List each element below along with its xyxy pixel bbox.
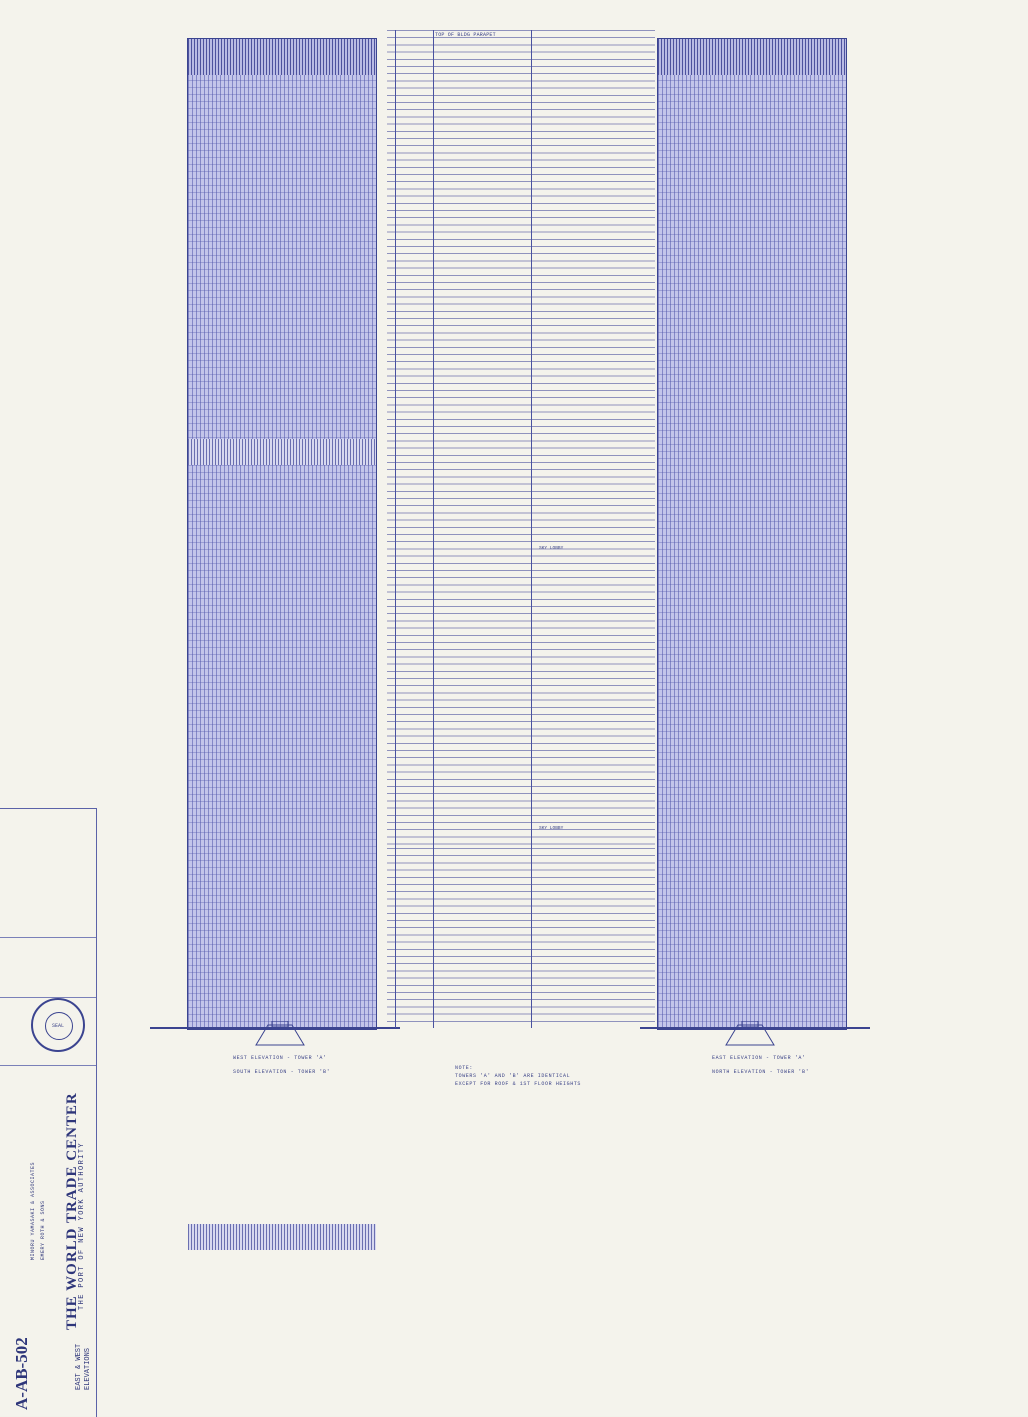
tower-right-crown [658, 39, 846, 75]
tower-left-plaza-marker [250, 1021, 310, 1047]
tower-left-mechanical-band-base [188, 1224, 376, 1250]
consultants-box [0, 937, 96, 998]
sheet-title-line-1: EAST & WEST [75, 1343, 83, 1390]
revisions-box [0, 809, 96, 938]
tower-right-elevation [657, 38, 847, 831]
title-block [0, 808, 97, 1417]
note-heading: NOTE: [455, 1065, 474, 1071]
tower-right-lower-shaft [657, 829, 848, 1029]
schedule-dimension-rule [531, 30, 532, 848]
schedule-left-rule [395, 30, 396, 848]
schedule-top-label: TOP OF BLDG PARAPET [435, 32, 496, 38]
schedule-transfer-note-upper: SKY LOBBY [539, 546, 564, 551]
caption-right-line-1: EAST ELEVATION - TOWER 'A' [712, 1055, 806, 1061]
schedule-level-rule [433, 30, 434, 848]
note-line-1: TOWERS 'A' AND 'B' ARE IDENTICAL [455, 1073, 571, 1079]
schedule-transfer-note-lower: SKY LOBBY [539, 826, 564, 831]
floor-level-schedule [387, 30, 655, 848]
architects-line-2: EMERY ROTH & SONS [40, 1200, 46, 1260]
architects-line-1: MINORU YAMASAKI & ASSOCIATES [30, 1161, 36, 1260]
note-line-2: EXCEPT FOR ROOF & 1ST FLOOR HEIGHTS [455, 1081, 582, 1087]
owner-name: THE PORT OF NEW YORK AUTHORITY [78, 1141, 86, 1310]
caption-right-line-2: NORTH ELEVATION - TOWER 'B' [712, 1069, 810, 1075]
tower-left-lower-shaft [187, 829, 378, 1029]
tower-left-crown [188, 39, 376, 75]
caption-left-line-1: WEST ELEVATION - TOWER 'A' [233, 1055, 327, 1061]
floor-level-schedule-lower [387, 848, 655, 1028]
tower-right-plaza-marker [720, 1021, 780, 1047]
authority-seal-icon [31, 998, 85, 1052]
drawing-number: A-AB-502 [12, 1337, 31, 1410]
caption-right-elevation [712, 1054, 809, 1076]
seal-label: SEAL [51, 1023, 64, 1029]
caption-note [455, 1064, 581, 1088]
caption-left-line-2: SOUTH ELEVATION - TOWER 'B' [233, 1069, 331, 1075]
tower-left-elevation [187, 38, 377, 831]
tower-left-mechanical-band-upper [188, 439, 376, 465]
sheet-title-line-2: ELEVATIONS [84, 1347, 92, 1390]
caption-left-elevation [233, 1054, 330, 1076]
project-title: THE WORLD TRADE CENTER [64, 1092, 80, 1330]
